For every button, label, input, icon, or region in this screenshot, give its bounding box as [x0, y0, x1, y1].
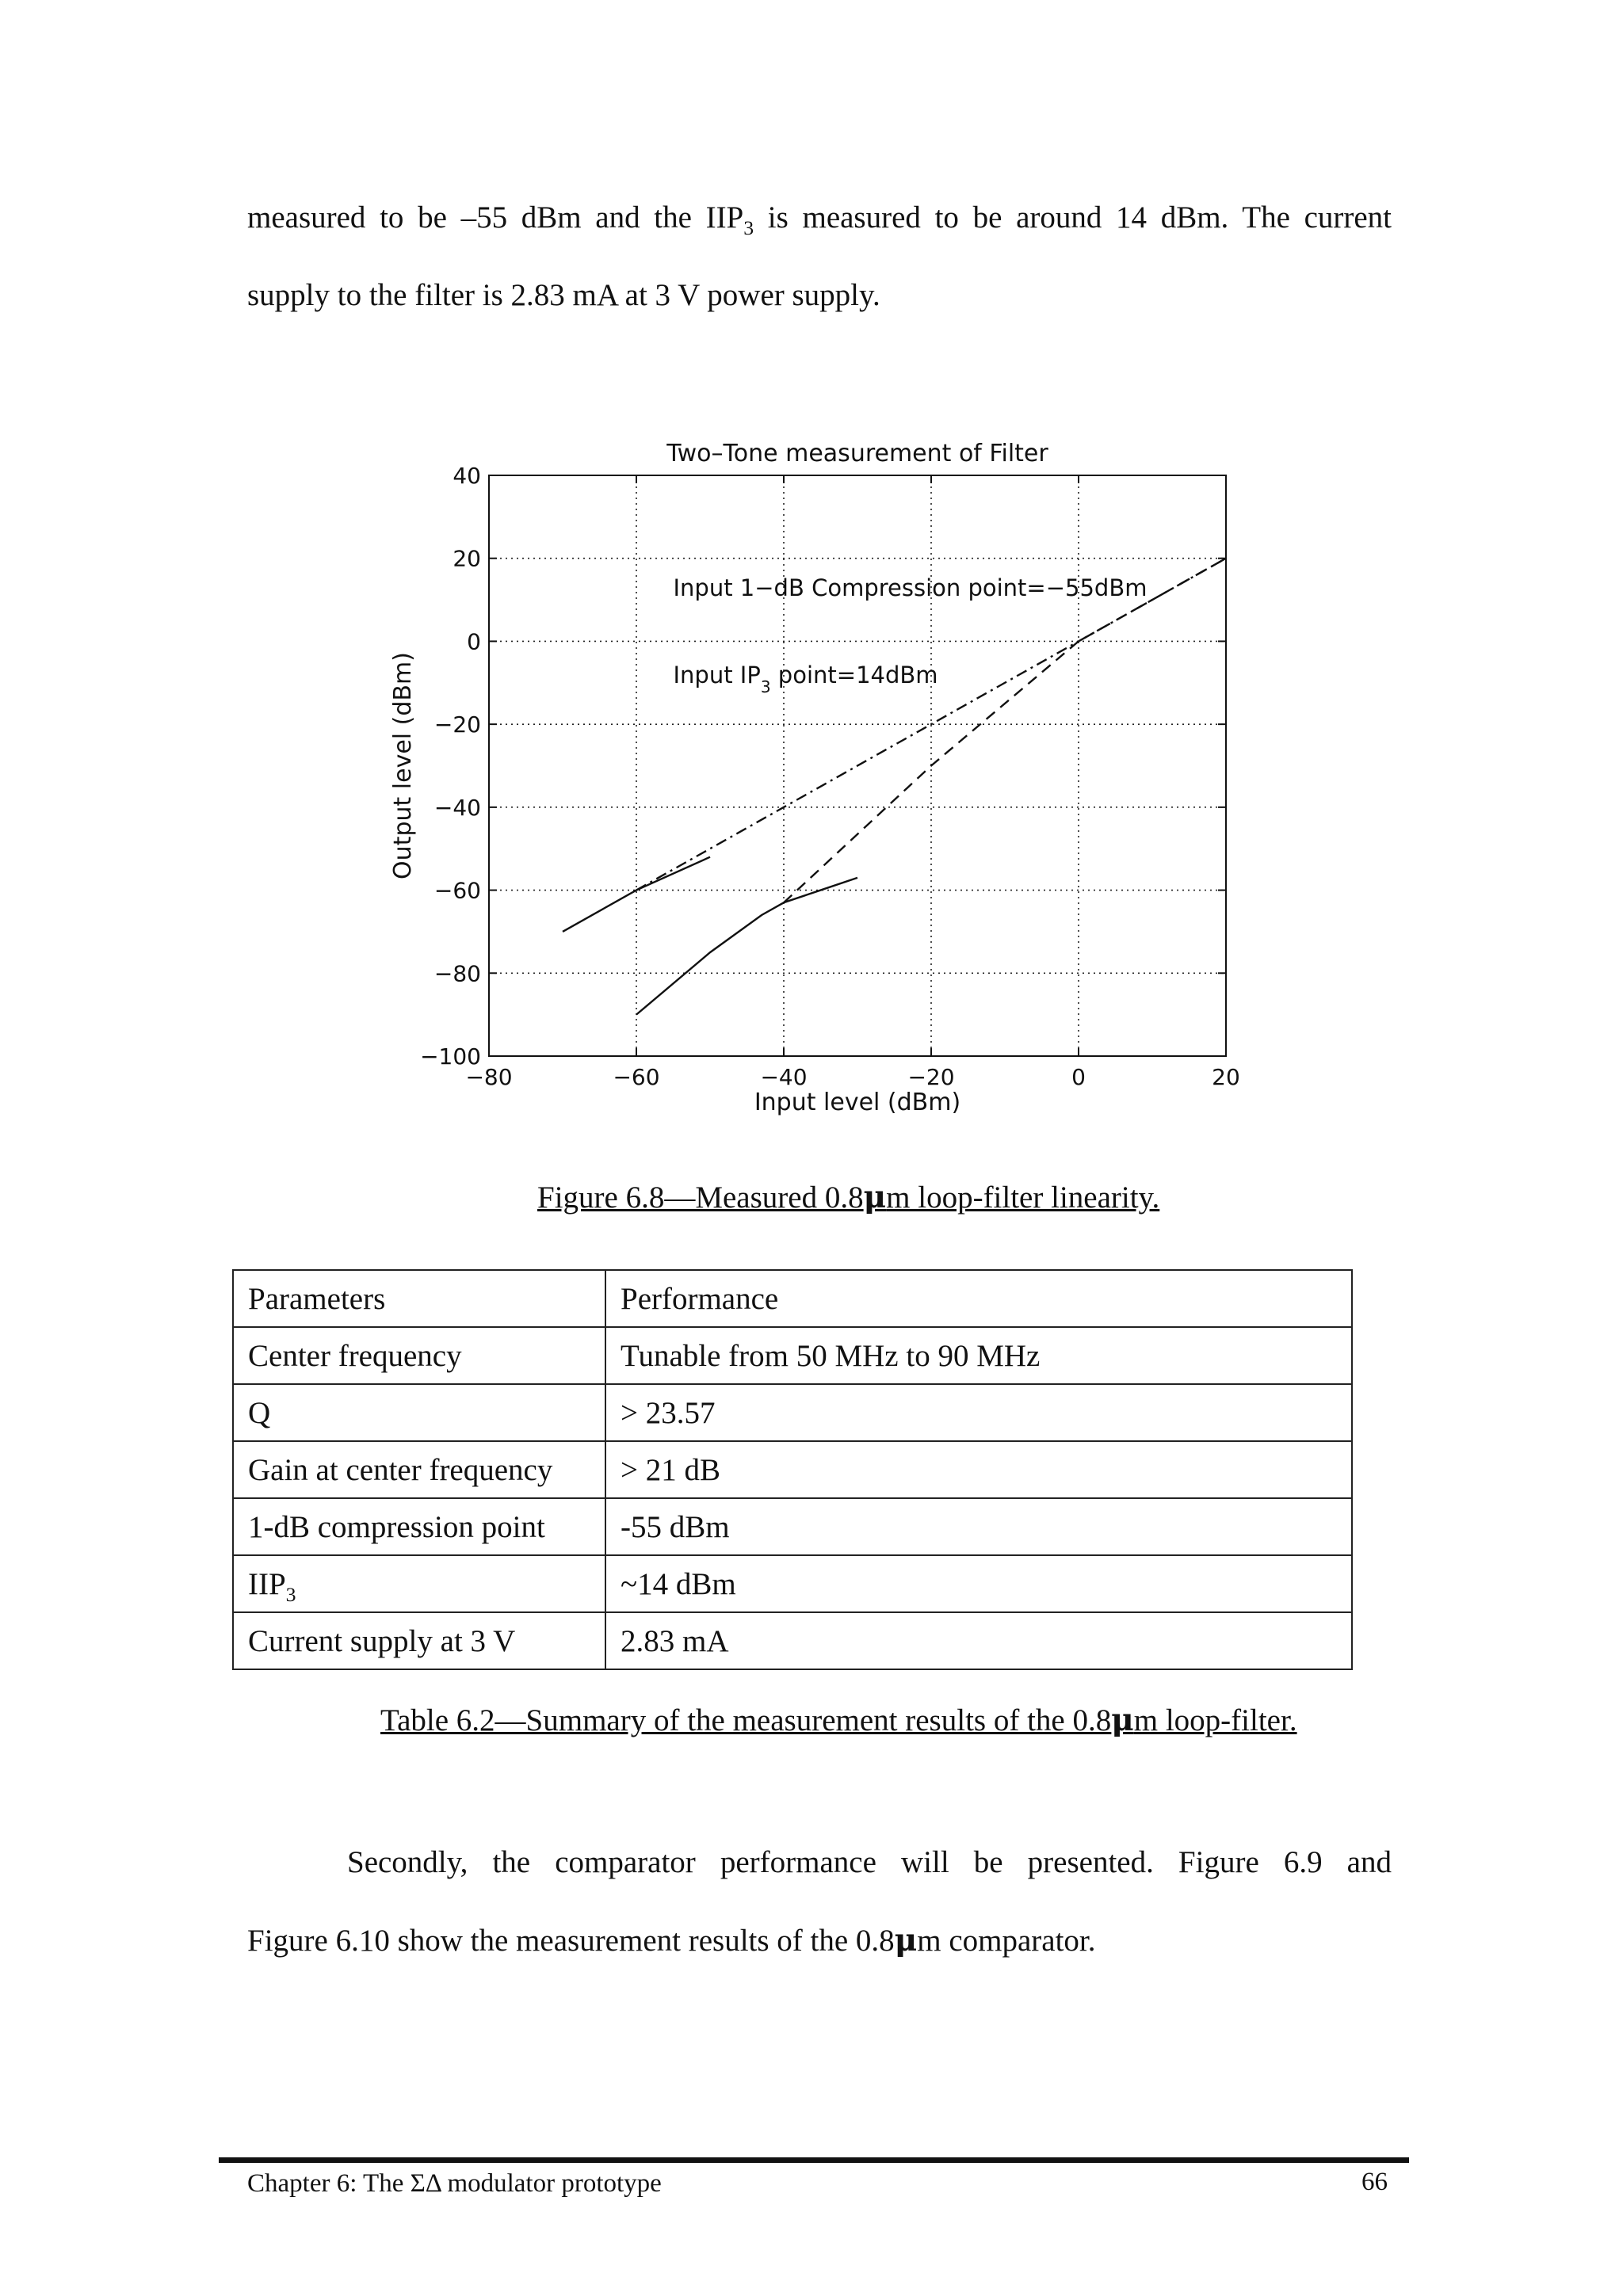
table-cell: 2.83 mA — [605, 1612, 1352, 1669]
y-tick-label: 40 — [453, 463, 481, 489]
table-cell: Tunable from 50 MHz to 90 MHz — [605, 1327, 1352, 1384]
ip3-point-annotation: Input $IP_3$ point=14dBm — [673, 661, 938, 696]
table-cell: Center frequency — [233, 1327, 605, 1384]
table-row — [233, 1555, 1352, 1612]
y-axis-label: Output level (dBm) — [389, 652, 417, 879]
x-tick-label: −20 — [907, 1064, 955, 1090]
table-row — [233, 1441, 1352, 1498]
figure-caption: Figure 6.8—Measured 0.8μm loop-filter linearity. — [537, 1179, 1160, 1215]
table-cell: ~14 dBm — [605, 1555, 1352, 1612]
paragraph-1-line-2: supply to the filter is 2.83 mA at 3 V power supply. — [247, 278, 880, 312]
x-axis-label: Input level (dBm) — [754, 1089, 961, 1116]
table-cell: 1-dB compression point — [233, 1498, 605, 1555]
x-tick-label: −60 — [613, 1064, 660, 1090]
body-paragraph-2 — [247, 1824, 1392, 1980]
y-tick-label: −60 — [433, 877, 481, 904]
chart-title: Two–Tone measurement of Filter — [666, 440, 1048, 467]
table-caption: Table 6.2—Summary of the measurement results of the 0.8μm loop-filter. — [380, 1702, 1297, 1738]
results-table — [232, 1269, 1353, 1670]
y-tick-label: 20 — [453, 545, 481, 572]
series-line-3 — [636, 878, 857, 1015]
paragraph-1-line-1: measured to be –55 dBm and the $IIP_3$ is measured to be around 14 dBm. The current — [247, 200, 1392, 239]
x-tick-label: 20 — [1212, 1064, 1240, 1090]
x-tick-label: −80 — [465, 1064, 513, 1090]
table-cell: -55 dBm — [605, 1498, 1352, 1555]
table-row — [233, 1498, 1352, 1555]
x-tick-label: 0 — [1071, 1064, 1086, 1090]
y-tick-label: −20 — [433, 711, 481, 738]
table-cell: > 23.57 — [605, 1384, 1352, 1441]
compression-point-annotation: Input 1−dB Compression point=−55dBm — [673, 574, 1148, 601]
footer-chapter: Chapter 6: The ΣΔ modulator prototype — [247, 2169, 662, 2198]
body-paragraph-1 — [247, 179, 1392, 334]
table-cell: $IIP_3$ — [233, 1555, 605, 1612]
y-tick-label: 0 — [467, 628, 481, 655]
table-row — [233, 1612, 1352, 1669]
table-row — [233, 1270, 1352, 1327]
y-tick-label: −40 — [433, 794, 481, 821]
table-row — [233, 1384, 1352, 1441]
table-cell: Performance — [605, 1270, 1352, 1327]
footer-rule — [219, 2157, 1409, 2163]
paragraph-2-line-1: Secondly, the comparator performance will be presented. Figure 6.9 and — [347, 1845, 1392, 1879]
page-number: 66 — [1361, 2168, 1388, 2196]
table-cell: Gain at center frequency — [233, 1441, 605, 1498]
series-line-4 — [784, 559, 1226, 903]
paragraph-2-line-2: Figure 6.10 show the measurement results of the 0.8μm comparator. — [247, 1922, 1096, 1958]
table-cell: > 21 dB — [605, 1441, 1352, 1498]
x-tick-label: −40 — [760, 1064, 808, 1090]
figure-6-8 — [380, 416, 1268, 1129]
table-cell: Current supply at 3 V — [233, 1612, 605, 1669]
linearity-chart — [380, 416, 1268, 1129]
y-tick-label: −100 — [420, 1043, 481, 1070]
table-cell: Q — [233, 1384, 605, 1441]
y-tick-label: −80 — [433, 960, 481, 987]
table-row — [233, 1327, 1352, 1384]
table-cell: Parameters — [233, 1270, 605, 1327]
